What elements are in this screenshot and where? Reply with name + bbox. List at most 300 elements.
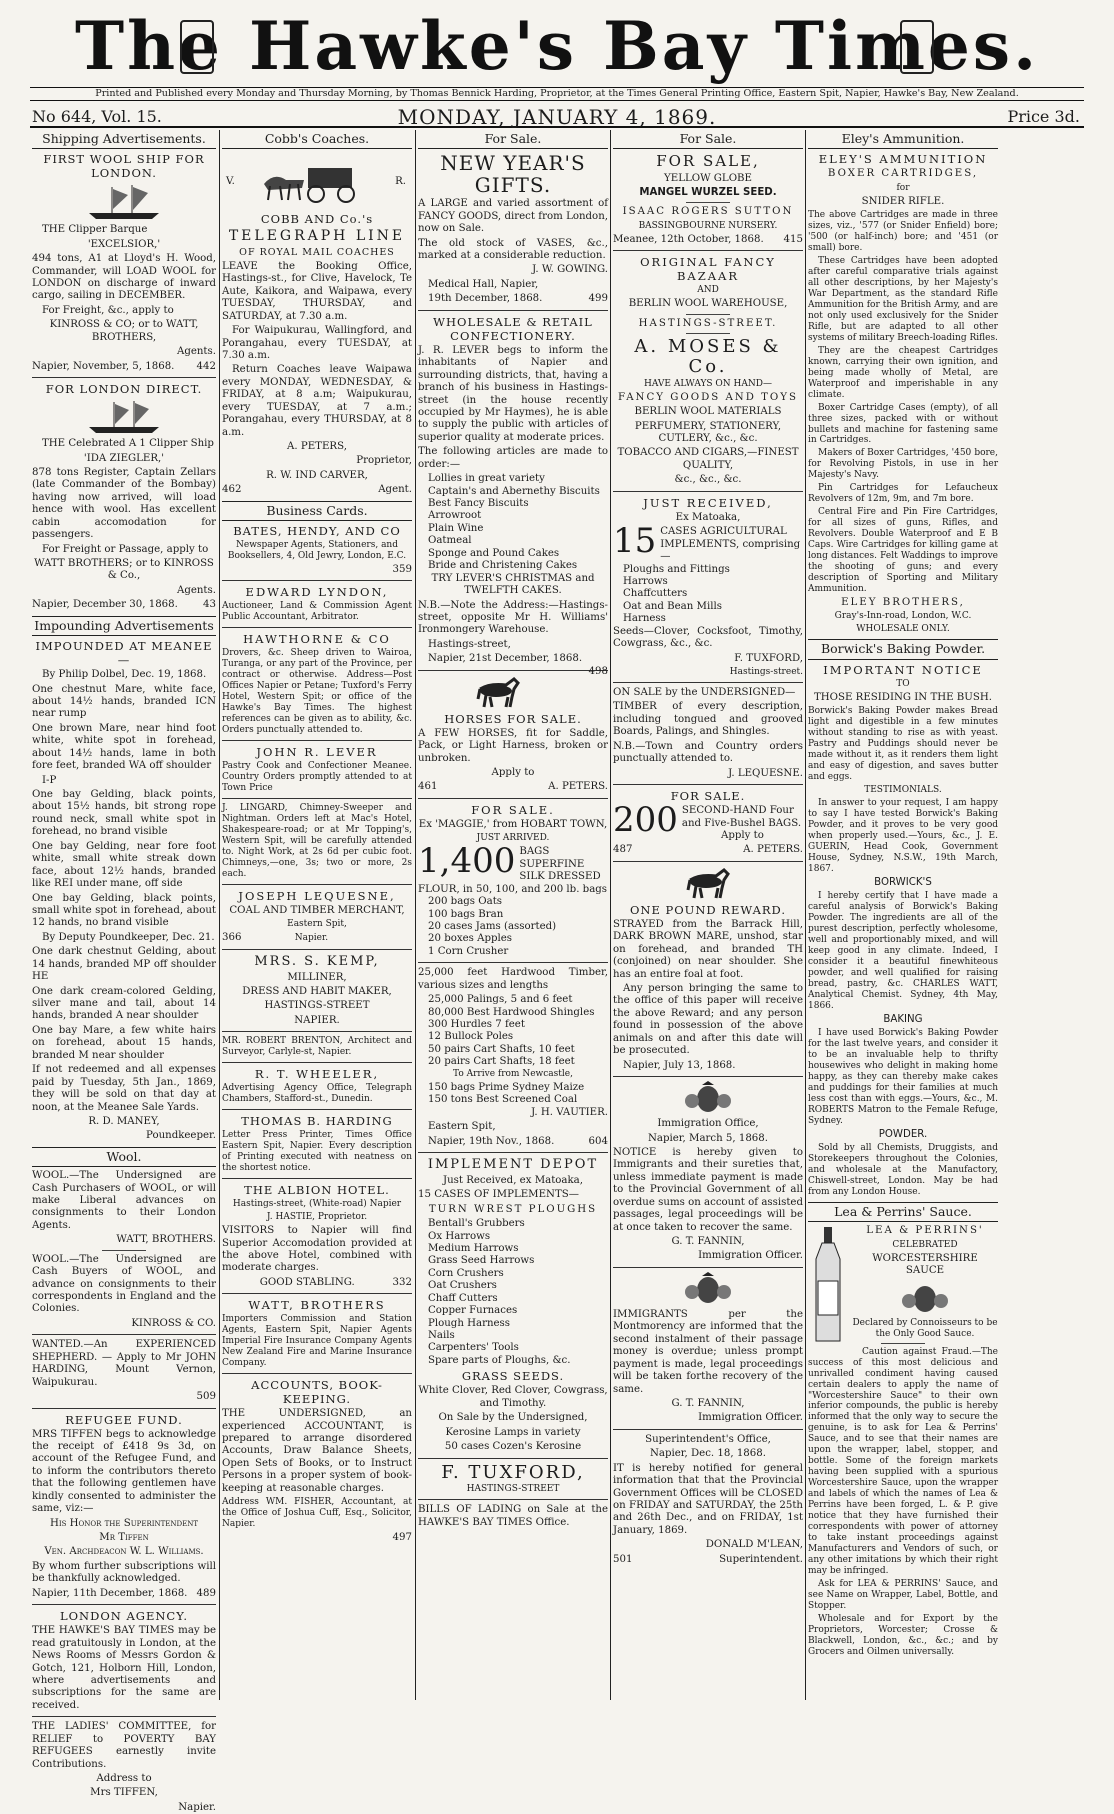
ad-text: BERLIN WOOL WAREHOUSE, bbox=[628, 298, 788, 310]
ad-text: N.B.—Town and Country orders punctually attended to. bbox=[613, 740, 803, 765]
signature: DONALD M'LEAN, bbox=[705, 1539, 803, 1551]
ad-title: FOR SALE, bbox=[656, 152, 760, 171]
list-item: Nails bbox=[428, 1330, 455, 1342]
masthead-ornament-icon bbox=[180, 20, 214, 74]
ad-title: GRASS SEEDS. bbox=[461, 1369, 565, 1384]
ad-text: By whom further subscriptions will be thankfully acknowledged. bbox=[32, 1560, 216, 1585]
divider bbox=[222, 1109, 412, 1110]
card-title: MRS. S. KEMP, bbox=[254, 953, 380, 969]
ad-text: SNIDER RIFLE. bbox=[861, 195, 945, 207]
section-heading: Cobb's Coaches. bbox=[222, 130, 412, 149]
ad-text: THOSE RESIDING IN THE BUSH. bbox=[814, 691, 992, 703]
ad-text: VISITORS to Napier will find Superior Accomodation provided at the above Hotel, combined with moderate charges. bbox=[222, 1225, 412, 1274]
ad-text: For Freight, &c., apply to bbox=[42, 304, 174, 316]
timber-list bbox=[418, 994, 608, 1069]
card-text: Newspaper Agents, Stationers, and Booksellers, 4, Old Jewry, London, E.C. bbox=[227, 540, 407, 562]
ad-title: IMPLEMENT DEPOT bbox=[427, 1156, 599, 1172]
card-title: WATT, BROTHERS bbox=[248, 1298, 386, 1313]
ad-text: Seeds—Clover, Cocksfoot, Timothy, Cowgrass, &c., &c. bbox=[613, 625, 803, 650]
agent-label: Agents. bbox=[176, 584, 216, 596]
ad-number: 366 bbox=[222, 932, 242, 944]
list-item: Bentall's Grubbers bbox=[428, 1218, 525, 1230]
divider bbox=[222, 1293, 412, 1294]
list-item: Ploughs and Fittings bbox=[623, 563, 730, 575]
list-item: Spare parts of Ploughs, &c. bbox=[428, 1354, 571, 1366]
ad-date: 19th December, 1868. bbox=[428, 293, 543, 305]
divider bbox=[613, 1429, 803, 1430]
ad-number: 415 bbox=[783, 233, 803, 245]
card-text: Eastern Spit, bbox=[287, 919, 347, 930]
agent-label: Agents. bbox=[176, 346, 216, 358]
list-item: Oat Crushers bbox=[428, 1280, 497, 1292]
divider bbox=[222, 1373, 412, 1374]
ad-date: Meanee, 12th October, 1868. bbox=[613, 233, 764, 245]
ad-place: Hastings-street. bbox=[729, 667, 803, 678]
divider bbox=[418, 1458, 608, 1459]
divider bbox=[418, 1499, 608, 1500]
ad-number: 359 bbox=[392, 564, 412, 575]
ad-text: If not redeemed and all expenses paid by Tuesday, 5th Jan., 1869, they will be sold on that day at noon, at the Meanee Sale Yards. bbox=[32, 1064, 216, 1113]
signature-title: Proprietor, bbox=[356, 455, 412, 467]
list-item: 300 Hurdles 7 feet bbox=[428, 1019, 525, 1031]
ad-text: CASES AGRICULTURAL IMPLEMENTS, comprising— bbox=[660, 526, 801, 563]
ad-text: MANGEL WURZEL SEED. bbox=[639, 186, 777, 198]
list-item: Oatmeal bbox=[428, 535, 472, 547]
ad-text: HAVE ALWAYS ON HAND— bbox=[644, 378, 772, 389]
ad-text: 15 CASES OF IMPLEMENTS— bbox=[418, 1189, 579, 1201]
ad-title: JUST RECEIVED, bbox=[643, 495, 773, 510]
ad-text: For Waipukurau, Wallingford, and Porangahau, every TUESDAY, at 7.30 a.m. bbox=[222, 325, 412, 361]
coach-icon bbox=[260, 154, 370, 206]
section-heading: Lea & Perrins' Sauce. bbox=[808, 1202, 998, 1222]
ad-text: A LARGE and varied assortment of FANCY GOODS, direct from London, now on Sale. bbox=[418, 198, 608, 235]
ad-text: THE Celebrated A 1 Clipper Ship bbox=[42, 438, 214, 450]
ad-place: Medical Hall, Napier, bbox=[428, 278, 539, 290]
column-rule bbox=[805, 130, 806, 1700]
sauce-bottle-icon bbox=[808, 1225, 848, 1345]
ad-place: HASTINGS-STREET bbox=[466, 1484, 560, 1495]
card-text: COAL AND TIMBER MERCHANT, bbox=[229, 904, 405, 916]
card-title: HAWTHORNE & CO bbox=[243, 632, 391, 647]
signature-title: Poundkeeper. bbox=[146, 1130, 216, 1142]
ad-text: In answer to your request, I am happy to say I have tested Borwick's Baking Powder, and it proves to be very good when properly used.—Yours, &c., J. E. GUERIN, Head Cook, Government House, Sydney, N.S.W., 19th March, 1867. bbox=[808, 797, 998, 874]
ad-title: FOR SALE. bbox=[471, 802, 555, 817]
ad-text: MRS TIFFEN begs to acknowledge the receipt of £418 9s 3d, on account of the Refugee Fund, and to inform the contributors thereto that the following gentlemen have kindly consented to administer the same, viz:— bbox=[32, 1428, 216, 1515]
implement-list bbox=[613, 564, 803, 626]
ad-date: Napier, 19th Nov., 1868. bbox=[428, 1135, 555, 1147]
list-item: 80,000 Best Hardwood Shingles bbox=[428, 1006, 595, 1018]
imprint-line: Printed and Published every Monday and Thursday Morning, by Thomas Bennick Harding, Proprietor, at the Times General Printing Office, Eastern Spit, Napier, Hawke's Bay, New Zealand. bbox=[30, 87, 1084, 101]
ad-place: Eastern Spit, bbox=[428, 1121, 496, 1133]
ad-place: Napier. bbox=[178, 1801, 216, 1813]
ad-text: Central Fire and Pin Fire Cartridges, for all sizes of guns, Rifles, and Revolvers. Double Waterproof and E B Caps. Wire Cartridges for killing game at long distances. Felt Waddings to improve the shooting of guns; and every description of Sporting and Military Ammunition. bbox=[808, 507, 998, 595]
signature: A. PETERS. bbox=[743, 844, 803, 856]
issue-number: No 644, Vol. 15. bbox=[32, 107, 162, 126]
ad-text: Declared by Connoisseurs to be the Only Good Sauce. bbox=[852, 1317, 998, 1339]
signature: J. H. VAUTIER. bbox=[531, 1106, 608, 1118]
list-item: Arrowroot bbox=[428, 510, 482, 522]
ad-title: LEA & PERRINS' bbox=[866, 1225, 984, 1237]
ad-title: ELEY'S AMMUNITION bbox=[818, 152, 988, 167]
ship-name: 'EXCELSIOR,' bbox=[87, 238, 161, 250]
ad-text: For Freight or Passage, apply to bbox=[42, 543, 209, 555]
ad-text: 878 tons Register, Captain Zellars (late Commander of the Bombay) having now arrived, will load hence with wool. Has excellent cabin accomodation for passengers. bbox=[32, 466, 216, 541]
ad-text: One brown Mare, near hind foot white, white spot in forehead, about 14½ hands, lame in both fore feet, branded WA off shoulder bbox=[32, 722, 216, 772]
coach-illustration bbox=[222, 152, 412, 210]
list-item: Plough Harness bbox=[428, 1317, 511, 1329]
divider bbox=[686, 314, 730, 315]
ad-text: Address WM. FISHER, Accountant, at the Office of Joshua Cuff, Esq., Solicitor, Napier. bbox=[222, 1497, 412, 1530]
ad-text: Apply to bbox=[491, 767, 535, 779]
ad-text: THE UNDERSIGNED, an experienced ACCOUNTANT, is prepared to arrange disordered Accounts, Draw Balance Sheets, Open Sets of Books, or to Instruct Persons in a proper system of book-keeping at reasonable charges. bbox=[222, 1408, 412, 1494]
ad-date: Napier, 21st December, 1868. bbox=[428, 653, 583, 665]
column-rule bbox=[610, 130, 611, 1700]
ad-text: TOBACCO AND CIGARS,—FINEST QUALITY, bbox=[617, 447, 799, 471]
royal-arms-icon bbox=[678, 1272, 738, 1306]
quantity-figure: 15 bbox=[613, 521, 657, 562]
ad-text: These Cartridges have been adopted after careful comparative trials against all other descriptions, by her Majesty's War Department, as the standard Rifle Ammunition for the British Army, and are not only used exclusively for the Snider Rifle, but are adapted to all other systems of military Breech-loading Rifles. bbox=[808, 255, 998, 343]
divider bbox=[32, 377, 216, 378]
ad-text: The following articles are made to order:— bbox=[418, 446, 608, 470]
divider bbox=[686, 202, 730, 203]
card-text: NAPIER. bbox=[294, 1014, 340, 1026]
ad-title: WORCESTERSHIRE SAUCE bbox=[872, 1252, 978, 1277]
list-item: Best Fancy Biscuits bbox=[428, 498, 529, 510]
ad-text: Caution against Fraud.—The success of this most delicious and unrivalled condiment having caused certain dealers to apply the name of "Worcestershire Sauce" to their own inferior compounds, the public is hereby informed that the only way to secure the genuine, is to ask for Lea & Perrins' Sauce, and to see that their names are upon the wrapper, label, stopper, and bottle. Some of the foreign markets having been supplied with a spurious Worcestershire Sauce, upon the wrapper and labels of which the names of Lea & Perrins have been forged, L. & P. give notice that they have furnished their correspondents with power of attorney to take instant proceedings against Manufacturers and Vendors of such, or any other imitations by which their right may be infringed. bbox=[808, 1346, 998, 1576]
divider bbox=[222, 740, 412, 741]
signature: G. T. FANNIN, bbox=[671, 1236, 745, 1248]
divider bbox=[686, 333, 730, 334]
list-item: Sponge and Pound Cakes bbox=[428, 547, 560, 559]
card-text: MR. ROBERT BRENTON, Architect and Surveyor, Carlyle-st, Napier. bbox=[222, 1036, 412, 1058]
list-item: Chaff Cutters bbox=[428, 1292, 498, 1304]
list-item: 50 pairs Cart Shafts, 10 feet bbox=[428, 1043, 575, 1055]
stock-list bbox=[418, 896, 608, 958]
column-2 bbox=[222, 130, 412, 1700]
list-item: Lollies in great variety bbox=[428, 473, 545, 485]
divider bbox=[222, 949, 412, 950]
column-rule bbox=[415, 130, 416, 1700]
ad-text: Boxer Cartridge Cases (empty), of all three sizes, packed with or without bullets and machine for fastening same in Cartridges. bbox=[808, 402, 998, 446]
ad-text: Any person bringing the same to the office of this paper will receive the above Reward; and any person found in possession of the above animals on and after this date will be prosecuted. bbox=[613, 983, 803, 1057]
royal-cipher-v: V. bbox=[226, 176, 235, 188]
divider bbox=[222, 1178, 412, 1179]
divider bbox=[222, 1031, 412, 1032]
ad-number: 501 bbox=[613, 1553, 633, 1565]
divider bbox=[418, 1152, 608, 1153]
ad-text: Kerosine Lamps in variety bbox=[445, 1426, 581, 1438]
ad-text: Hastings-street, (White-road) Napier bbox=[232, 1199, 402, 1210]
ad-text: They are the cheapest Cartridges known, carrying their own ignition, and being made wholly of Metal, are Waterproof and imperishable in any climate. bbox=[808, 345, 998, 400]
divider bbox=[418, 962, 608, 963]
royal-cipher-r: R. bbox=[395, 176, 406, 188]
ad-text: BOXER CARTRIDGES, bbox=[827, 168, 979, 180]
ad-text: WOOL.—The Undersigned are Cash Purchasers of WOOL, or will make Liberal advances on consignments to their London Agents. bbox=[32, 1170, 216, 1231]
card-text: Advertising Agency Office, Telegraph Chambers, Stafford-st., Dunedin. bbox=[222, 1083, 412, 1105]
list-item: 20 cases Jams (assorted) bbox=[428, 920, 557, 932]
ad-text: BASSINGBOURNE NURSERY. bbox=[638, 220, 778, 231]
ad-text: A FEW HORSES, fit for Saddle, Pack, or Light Harness, broken or unbroken. bbox=[418, 727, 608, 764]
ad-text: One bay Gelding, black points, small white spot in forehead, about 12 hands, no brand visible bbox=[32, 892, 216, 929]
ad-title: FIRST WOOL SHIP FOR LONDON. bbox=[43, 152, 205, 181]
ad-text: One dark cream-colored Gelding, silver mane and tail, about 14 hands, branded A near shoulder bbox=[32, 985, 216, 1022]
list-item: 12 Bullock Poles bbox=[428, 1031, 514, 1043]
ad-text: JUST ARRIVED. bbox=[476, 833, 550, 844]
card-text: Auctioneer, Land & Commission Agent Public Accountant, Arbitrator. bbox=[222, 601, 412, 623]
ad-text: TO bbox=[896, 678, 910, 689]
signature: KINROSS & CO. bbox=[131, 1317, 216, 1329]
horse-icon bbox=[470, 675, 526, 709]
divider bbox=[613, 250, 803, 251]
ad-title: ORIGINAL FANCY BAZAAR bbox=[640, 255, 776, 284]
masthead-title: The Hawke's Bay Times. bbox=[74, 7, 1040, 85]
section-heading: Shipping Advertisements. bbox=[32, 130, 216, 149]
list-item: 150 tons Best Screened Coal bbox=[428, 1094, 578, 1106]
divider bbox=[881, 1343, 925, 1344]
agent-names: WATT BROTHERS; or to KINROSS & Co., bbox=[34, 558, 214, 582]
ad-text: Borwick's Baking Powder makes Bread light and digestible in a few minutes without standing to rise as with yeast. Pastry and Puddings should never be made without it, as it renders them light and easy of digestion, and saves butter and eggs. bbox=[808, 706, 998, 782]
signature: G. T. FANNIN, bbox=[671, 1397, 745, 1409]
ad-text: Ven. Archdeacon W. L. Williams. bbox=[44, 1546, 204, 1558]
card-title: BATES, HENDY, AND CO bbox=[233, 524, 401, 539]
ad-text: AND bbox=[697, 285, 719, 296]
ad-text: IT is hereby notified for general information that that the Provincial Government Offices will be CLOSED on FRIDAY and SATURDAY, the 25th and 26th Dec., and on FRIDAY, 1st January, 1869. bbox=[613, 1462, 803, 1536]
ad-number: 499 bbox=[588, 293, 608, 305]
ad-date: Napier, 11th December, 1868. bbox=[32, 1587, 188, 1599]
ad-text: BILLS OF LADING on Sale at the HAWKE'S BAY TIMES Office. bbox=[418, 1504, 608, 1528]
signature: J. LEQUESNE. bbox=[728, 767, 803, 779]
divider bbox=[418, 798, 608, 799]
quantity-figure: 200 bbox=[613, 800, 678, 841]
ad-subtitle: TESTIMONIALS. bbox=[864, 784, 942, 795]
ad-text: The above Cartridges are made in three sizes, viz., '577 (or Snider Enfield) bore; '500 (or half-inch) bore; and '451 (or small) bore. bbox=[808, 210, 998, 254]
ad-date: Napier, July 13, 1868. bbox=[623, 1059, 736, 1071]
ad-text: One bay Gelding, black points, about 15½ hands, bit strong rope round neck, small white spot in forehead, no brand visible bbox=[32, 789, 216, 838]
card-title: JOHN R. LEVER bbox=[256, 745, 378, 760]
royal-arms-icon bbox=[895, 1281, 955, 1315]
signature: A. PETERS. bbox=[548, 781, 608, 793]
ad-text: NOTICE is hereby given to Immigrants and their sureties that, unless immediate payment is made to the Provincial Government of all overdue sums on account of assisted passages, legal proceedings will be at once taken to recover the same. bbox=[613, 1146, 803, 1233]
list-item: 100 bags Bran bbox=[428, 908, 504, 920]
section-heading: Business Cards. bbox=[222, 501, 412, 521]
divider bbox=[222, 798, 412, 799]
list-item: Harness bbox=[623, 613, 666, 625]
ad-number: 462 bbox=[222, 484, 242, 496]
quantity-figure: 1,400 bbox=[418, 841, 516, 882]
brand-banner: BAKING bbox=[883, 1013, 923, 1025]
divider bbox=[613, 861, 803, 862]
ad-text: J. R. LEVER begs to inform the inhabitants of Napier and surrounding districts, that, having a branch of his business in Hastings-street (in the house recently occupied by Mr Haymes), he is able to supply the public with articles of superior quality at moderate prices. bbox=[418, 344, 608, 443]
list-item: Plain Wine bbox=[428, 522, 484, 534]
ad-text: I have used Borwick's Baking Powder for the last twelve years, and consider it to be an invaluable help to thrifty housewives who delight in making home happy, as they can thereby make cakes and puddings for their families at much less cost than with eggs.—Yours, &c., M. ROBERTS Matron to the Female Refuge, Sydney. bbox=[808, 1028, 998, 1126]
column-4 bbox=[613, 130, 803, 1700]
ad-title: THE ALBION HOTEL. bbox=[244, 1183, 390, 1198]
card-text: Letter Press Printer, Times Office Eastern Spit, Napier. Every description of Printing executed with neatness on the shortest notice. bbox=[222, 1130, 412, 1174]
ad-text: TURN WREST PLOUGHS bbox=[428, 1203, 598, 1215]
signature: J. HASTIE, Proprietor. bbox=[266, 1212, 368, 1223]
ad-text: Wholesale and for Export by the Proprietors, Worcester; Crosse & Blackwell, London, &c., &c.; and by Grocers and Oilmen universally. bbox=[808, 1613, 998, 1657]
card-title: JOSEPH LEQUESNE, bbox=[238, 888, 396, 903]
divider bbox=[32, 1716, 216, 1717]
ad-title: REFUGEE FUND. bbox=[65, 1412, 183, 1427]
ad-number: 461 bbox=[418, 781, 438, 793]
column-5 bbox=[808, 130, 998, 1700]
brand-banner: POWDER. bbox=[878, 1128, 928, 1140]
ad-text: for bbox=[896, 182, 910, 193]
divider bbox=[613, 491, 803, 492]
card-text: Pastry Cook and Confectioner Meanee. Country Orders promptly attended to at Town Price bbox=[222, 761, 412, 794]
ship-name: 'IDA ZIEGLER,' bbox=[83, 452, 165, 464]
signature: R. D. MANEY, bbox=[88, 1115, 160, 1127]
list-item: 200 bags Oats bbox=[428, 896, 503, 908]
divider bbox=[32, 1334, 216, 1335]
divider bbox=[222, 580, 412, 581]
ad-number: 604 bbox=[588, 1135, 608, 1147]
ad-text: One dark chestnut Gelding, about 14 hands, branded MP off shoulder HE bbox=[32, 946, 216, 983]
ad-text: Ex 'MAGGIE,' from HOBART TOWN, bbox=[418, 818, 608, 830]
list-item: Harrows bbox=[623, 575, 668, 587]
ad-text: BAGS SUPERFINE SILK DRESSED FLOUR, in 50, 100, and 200 lb. bags bbox=[418, 846, 608, 895]
ad-title: HORSES FOR SALE. bbox=[444, 711, 582, 726]
ad-text: Ex Matoaka, bbox=[675, 511, 741, 523]
ad-text: IMMIGRANTS per the Montmorency are informed that the second instalment of their passage money is overdue; unless prompt payment is made, legal proceedings will be taken forthe recovery of the same. bbox=[613, 1308, 803, 1395]
section-heading: For Sale. bbox=[613, 130, 803, 149]
divider bbox=[32, 1604, 216, 1605]
ad-text: TRY LEVER'S CHRISTMAS and TWELFTH CAKES. bbox=[431, 572, 595, 597]
confectionery-list bbox=[418, 473, 608, 573]
ad-text: PERFUMERY, STATIONERY, CUTLERY, &c., &c. bbox=[634, 420, 782, 445]
ad-text: FANCY GOODS AND TOYS bbox=[618, 391, 798, 403]
ad-title: IMPOUNDED AT MEANEE— bbox=[35, 639, 213, 668]
ad-title: F. TUXFORD, bbox=[441, 1461, 585, 1483]
ad-text: Apply to bbox=[721, 829, 764, 841]
brand-mark: I-P bbox=[42, 774, 57, 786]
agent-names: KINROSS & CO; or to WATT, BROTHERS, bbox=[49, 319, 199, 343]
issue-price: Price 3d. bbox=[1007, 107, 1080, 126]
signature: J. W. GOWING. bbox=[532, 264, 608, 276]
divider bbox=[222, 1062, 412, 1063]
ad-title: NEW YEAR'S GIFTS. bbox=[440, 151, 586, 198]
signature-title: Immigration Officer. bbox=[698, 1250, 803, 1262]
ad-number: 442 bbox=[196, 360, 216, 372]
ad-date: Napier, March 5, 1868. bbox=[647, 1132, 769, 1144]
card-title: R. T. WHEELER, bbox=[254, 1067, 380, 1082]
ad-text: CELEBRATED bbox=[892, 1239, 958, 1250]
ad-place: Hastings-street, bbox=[428, 638, 511, 650]
ad-text: HASTINGS-STREET. bbox=[638, 317, 778, 329]
royal-arms-icon bbox=[678, 1081, 738, 1115]
ad-text: GOOD STABLING. bbox=[259, 1276, 355, 1288]
section-heading: Impounding Advertisements bbox=[32, 616, 216, 636]
ad-title: A. MOSES & Co. bbox=[634, 336, 782, 377]
card-text: J. LINGARD, Chimney-Sweeper and Nightman. Orders left at Mac's Hotel, Shakespeare-road; or at Mr Topping's, Western Spit, will be carefully attended to. Night Work, at 2s 6d per cubic foot. Chimneys,—one, 3s; two or more, 2s each. bbox=[222, 803, 412, 879]
signature-title: Agent. bbox=[378, 484, 412, 496]
list-item: Carpenters' Tools bbox=[428, 1342, 519, 1354]
ad-subtitle: OF ROYAL MAIL COACHES bbox=[239, 247, 395, 259]
implement-list bbox=[418, 1218, 608, 1367]
ad-text: Just Received, ex Matoaka, bbox=[443, 1174, 583, 1186]
list-item: 20 pairs Cart Shafts, 18 feet bbox=[428, 1056, 575, 1068]
ad-text: N.B.—Note the Address:—Hastings-street, opposite Mr H. Williams' Ironmongery Warehouse. bbox=[418, 599, 608, 636]
ad-text: TIMBER of every description, including tongued and grooved Boards, Palings, and Shingles. bbox=[613, 701, 803, 738]
card-text: MILLINER, bbox=[287, 971, 347, 983]
ad-text: YELLOW GLOBE bbox=[664, 172, 752, 184]
brand-banner: BORWICK'S bbox=[874, 876, 932, 888]
ad-text: Makers of Boxer Cartridges, '450 bore, for Revolving Pistols, in use in her Majesty's Navy. bbox=[808, 448, 998, 481]
card-text: Drovers, &c. Sheep driven to Wairoa, Turanga, or any part of the Province, per contract or otherwise. Address—Post Offices Napier or Petane; Tuxford's Ferry Hotel, Western Spit; or office of the Hawke's Bay Times. The highest references can be given as to ability, &c. Orders punctually attended to. bbox=[222, 648, 412, 736]
ad-title: ACCOUNTS, BOOK-KEEPING. bbox=[251, 1378, 383, 1407]
list-item: Copper Furnaces bbox=[428, 1305, 518, 1317]
list-item: Grass Seed Harrows bbox=[428, 1255, 535, 1267]
masthead-ornament-icon bbox=[900, 20, 934, 74]
ad-place: Gray's-Inn-road, London, W.C. bbox=[834, 611, 972, 622]
column-rule bbox=[219, 130, 220, 1700]
ad-title: ONE POUND REWARD. bbox=[629, 902, 787, 917]
card-text: Importers Commission and Station Agents, Eastern Spit, Napier Agents Imperial Fire Insurance Company Agents New Zealand Fire and Marine Insurance Company. bbox=[222, 1314, 412, 1369]
card-title: THOMAS B. HARDING bbox=[241, 1114, 393, 1129]
ad-number: 489 bbox=[196, 1587, 216, 1599]
list-item: 25,000 Palings, 5 and 6 feet bbox=[428, 994, 573, 1006]
signature: R. W. IND CARVER, bbox=[266, 469, 368, 481]
ad-text: I hereby certify that I have made a careful analysis of Borwick's Baking Powder. The ingredients are all of the purest description, perfectly wholesome, well and proportionably mixed, and will keep good in any climate. Indeed, I consider it a beautiful finewhiteous powder, and well qualified for raising bread, pastry, &c. CHARLES WATT, Analytical Chemist. Sydney, 4th May, 1866. bbox=[808, 891, 998, 1011]
ad-text: By Deputy Poundkeeper, Dec. 21. bbox=[42, 931, 215, 943]
ad-text: White Clover, Red Clover, Cowgrass, and Timothy. bbox=[418, 1385, 608, 1409]
ad-text: &c., &c., &c. bbox=[674, 474, 742, 486]
arrival-list bbox=[418, 1082, 608, 1107]
divider bbox=[613, 682, 803, 683]
ad-text: His Honor the Superintendent bbox=[49, 1517, 199, 1529]
ship-icon bbox=[84, 183, 164, 221]
card-text: DRESS AND HABIT MAKER, bbox=[242, 986, 392, 998]
divider bbox=[222, 627, 412, 628]
ad-text: On Sale by the Undersigned, bbox=[438, 1412, 588, 1424]
ad-title: FOR SALE. bbox=[670, 789, 746, 804]
section-heading: Wool. bbox=[32, 1147, 216, 1167]
signature: Mrs TIFFEN, bbox=[90, 1787, 158, 1799]
signature: ELEY BROTHERS, bbox=[841, 597, 965, 609]
ad-number: 332 bbox=[392, 1276, 412, 1288]
divider bbox=[613, 784, 803, 785]
ad-text: SECOND-HAND Four and Five-Bushel BAGS. bbox=[681, 805, 802, 829]
issue-date: MONDAY, JANUARY 4, 1869. bbox=[397, 105, 717, 129]
ad-number: 509 bbox=[196, 1391, 216, 1403]
ad-number: 498 bbox=[588, 665, 608, 677]
column-1 bbox=[32, 130, 216, 1813]
divider bbox=[32, 1408, 216, 1409]
section-heading: Eley's Ammunition. bbox=[808, 130, 998, 149]
card-title: EDWARD LYNDON, bbox=[245, 585, 389, 600]
masthead bbox=[30, 6, 1084, 86]
ad-text: Mr Tiffen bbox=[99, 1532, 149, 1544]
ad-text: STRAYED from the Barrack Hill, DARK BROWN MARE, unshod, star on forehead, and branded TH (conjoined) on near shoulder. She has an entire foal at foot. bbox=[613, 918, 803, 980]
list-item: Ox Harrows bbox=[428, 1230, 491, 1242]
ad-text: WANTED.—An EXPERIENCED SHEPHERD. — Apply to Mr JOHN HARDING, Mount Vernon, Waipukurau. bbox=[32, 1339, 216, 1388]
ad-text: Sold by all Chemists, Druggists, and Storekeepers throughout the Colonies, and wholesale at the Manufactory, Chiswell-street, London. May be had from any London House. bbox=[808, 1143, 998, 1198]
divider bbox=[102, 1250, 146, 1251]
list-item: 1 Corn Crusher bbox=[428, 945, 509, 957]
ad-text: WOOL.—The Undersigned are Cash Buyers of WOOL, and advance on consignments to their correspondents in England and the Colonies. bbox=[32, 1253, 216, 1315]
ad-text: 25,000 feet Hardwood Timber, various sizes and lengths bbox=[418, 967, 608, 991]
divider bbox=[613, 1267, 803, 1268]
ad-text: BERLIN WOOL MATERIALS bbox=[634, 406, 782, 418]
ad-text: THE HAWKE'S BAY TIMES may be read gratuitously in London, at the News Rooms of Messrs Gordon & Gotch, 121, Holborn Hill, London, where advertisements and subscriptions for the same are received. bbox=[32, 1625, 216, 1711]
ad-text: One bay Mare, a few white hairs on forehead, about 15 hands, branded M near shoulder bbox=[32, 1024, 216, 1061]
list-item: Medium Harrows bbox=[428, 1242, 519, 1254]
signature-title: Immigration Officer. bbox=[698, 1412, 803, 1424]
list-item: Corn Crushers bbox=[428, 1267, 504, 1279]
section-heading: Borwick's Baking Powder. bbox=[808, 639, 998, 659]
ad-place: Immigration Office, bbox=[657, 1118, 759, 1130]
